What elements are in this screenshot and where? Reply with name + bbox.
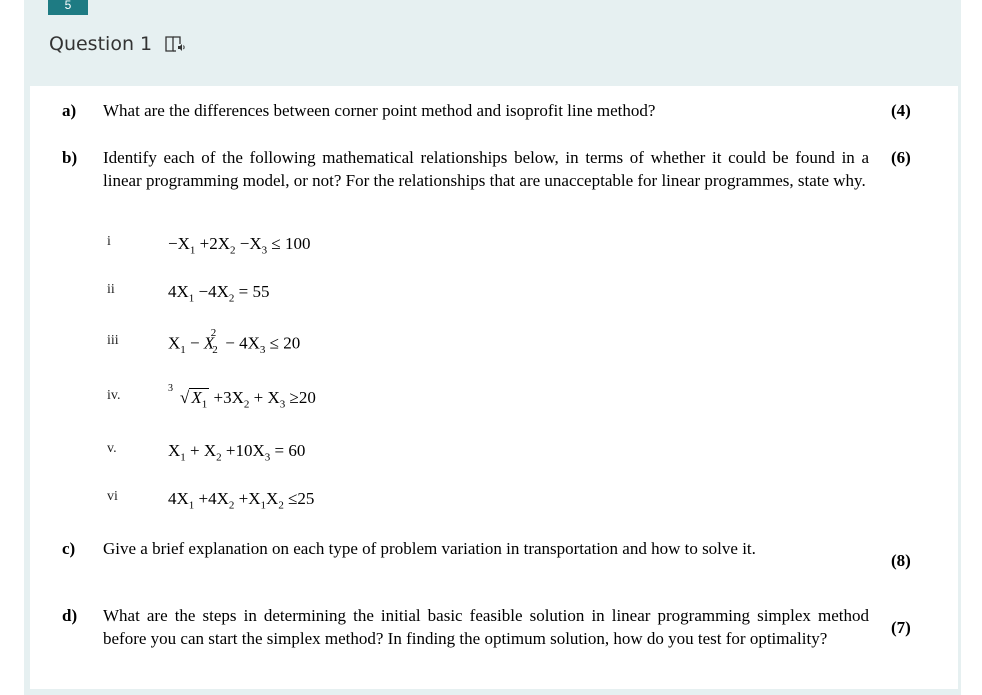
- relationship-v-rhs: 60: [288, 441, 306, 460]
- question-title: Question 1: [49, 33, 153, 55]
- question-b-marks: (6): [891, 148, 911, 167]
- relationship-v-numeral: v.: [107, 441, 117, 456]
- immersive-reader-icon[interactable]: [164, 34, 186, 54]
- relationship-iv-expression: 3 √ $X_1 +3X_2 + X_3 \ge 20$: [168, 388, 316, 413]
- question-d-marks: (7): [891, 618, 911, 637]
- question-number-tab: 5: [48, 0, 88, 15]
- relationship-v-expression: $X_1 + X_2 +10X_3 = 60$: [168, 441, 306, 464]
- cube-root-symbol: 3 √ $X_1$: [168, 388, 209, 413]
- question-b-text: Identify each of the following mathematical relationships below, in terms of whether it could be found in a linear programming model, or not? For the relationships that are unacceptable for linear programmes, state why.: [103, 148, 869, 190]
- question-d-label: d): [62, 606, 78, 625]
- relationship-iv-numeral: iv.: [107, 388, 121, 403]
- relationship-iii-rhs: 20: [283, 333, 301, 353]
- relationship-iv-rhs: 20: [298, 388, 316, 407]
- relationship-ii-rhs: 55: [252, 282, 270, 301]
- question-c-marks: (8): [891, 551, 911, 570]
- question-c-text: Give a brief explanation on each type of problem variation in transportation and how to solve it.: [103, 539, 756, 558]
- question-c-label: c): [62, 539, 76, 558]
- relationship-ii-expression: $4X_1 -4X_2 = 55$: [168, 282, 270, 305]
- relationship-i-rhs: 100: [284, 234, 311, 253]
- question-header: [49, 31, 186, 57]
- question-image: [30, 86, 958, 689]
- relationship-iii-numeral: iii: [107, 333, 119, 348]
- relationship-vi-rhs: 25: [297, 489, 315, 508]
- relationship-iii-expression: $X_1 - X_2^2- 4X_3 \le 20$: [168, 327, 301, 357]
- relationship-i-expression: $-X_1 +2X_2 -X_3 \le 100$: [168, 234, 311, 257]
- question-b-label: b): [62, 148, 78, 167]
- question-a-marks: (4): [891, 101, 911, 120]
- question-a-label: a): [62, 101, 77, 120]
- relationship-ii-numeral: ii: [107, 282, 115, 297]
- question-a-text: What are the differences between corner point method and isoprofit line method?: [103, 101, 656, 120]
- relationship-i-numeral: i: [107, 234, 111, 249]
- relationship-vi-numeral: vi: [107, 489, 118, 504]
- relationship-vi-expression: $4X_1 +4X_2 +X_1X_2 \le 25$: [168, 489, 315, 512]
- question-d-text: What are the steps in determining the initial basic feasible solution in linear programming simplex method before you can start the simplex method? In finding the optimum solution, how do you test for optimality?: [103, 606, 869, 648]
